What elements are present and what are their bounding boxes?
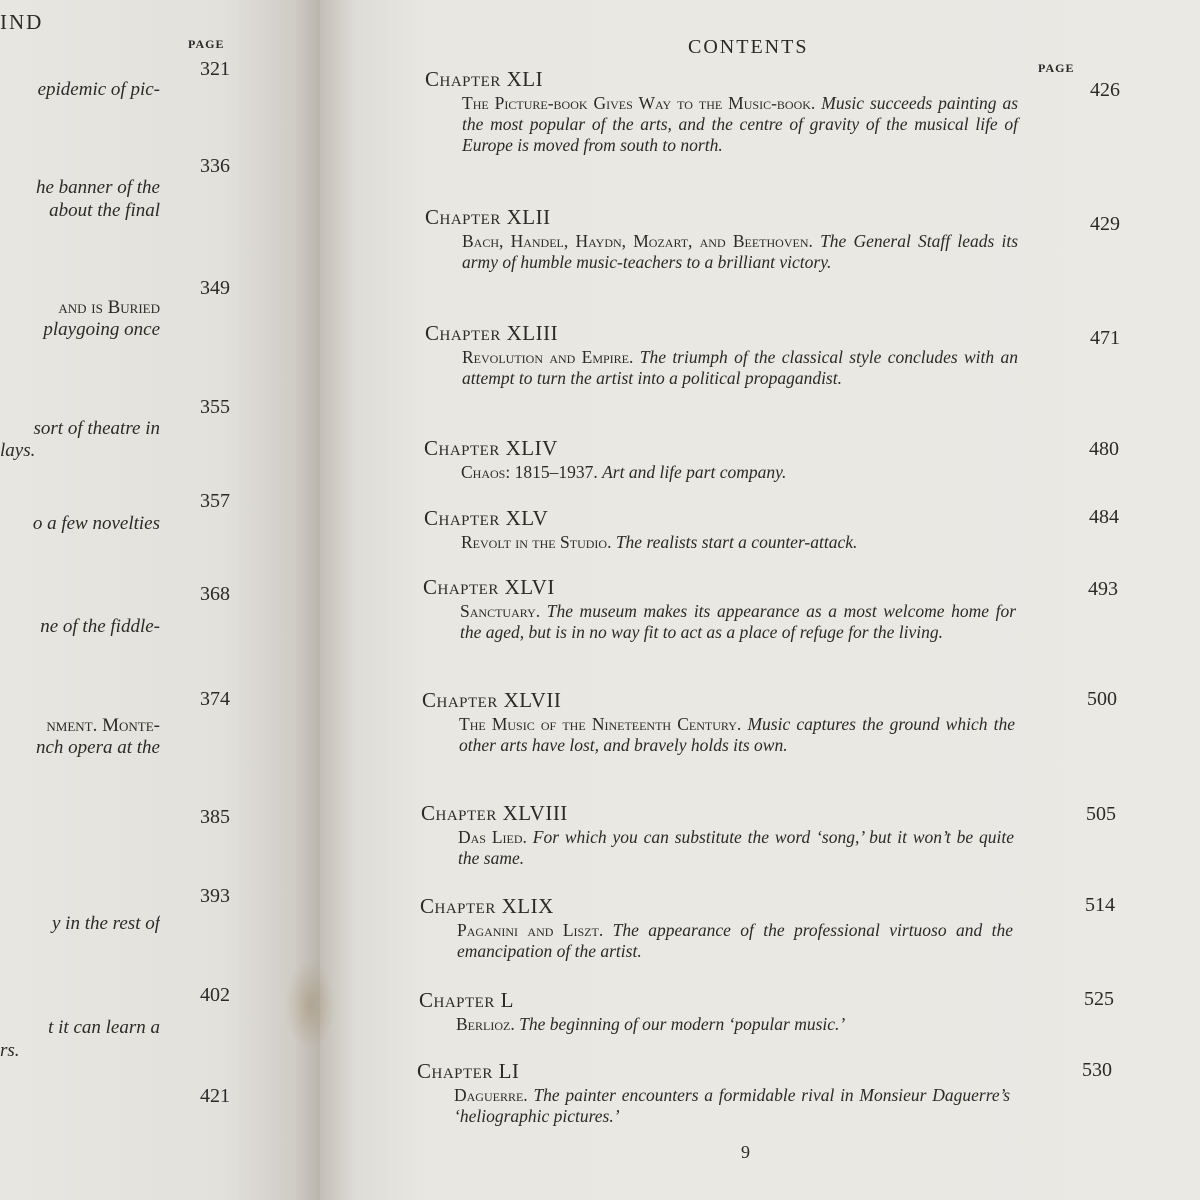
chapter-title: Das Lied.: [458, 827, 527, 847]
chapter-entry: [424, 504, 1119, 553]
left-entry-line: and is Buried: [58, 297, 160, 318]
chapter-summary: Art and life part company.: [602, 462, 787, 482]
chapter-heading: Chapter LI: [417, 1059, 520, 1083]
chapter-summary: Music captures the ground which the other arts have lost, and bravely holds its own.: [459, 714, 1015, 755]
chapter-entry: [417, 1057, 1112, 1127]
contents-title: CONTENTS: [688, 36, 809, 58]
left-entry-line: lays.: [0, 440, 36, 461]
left-entry-page: 421: [200, 1085, 230, 1107]
left-entry-page: 374: [200, 688, 230, 710]
left-entry-line: about the final: [49, 200, 160, 221]
chapter-description: [456, 1014, 1012, 1035]
chapter-summary: The General Staff leads its army of humble music-teachers to a brilliant victory.: [462, 231, 1019, 272]
chapter-title: Revolution and Empire.: [462, 347, 634, 367]
chapter-entry: [423, 573, 1118, 643]
chapter-entry: [424, 434, 1119, 483]
chapter-description: [458, 827, 1014, 869]
chapter-summary: The painter encounters a formidable rival in Monsieur Daguerre’s ‘heliographic pictures.’: [454, 1085, 1011, 1126]
left-entry-line: y in the rest of: [52, 913, 160, 934]
chapter-title: Revolt in the Studio.: [461, 532, 612, 552]
left-entry-page: 321: [200, 58, 230, 80]
left-entry-line: he banner of the: [35, 177, 160, 198]
left-entry-line: ne of the fiddle-: [40, 616, 160, 637]
chapter-page-number: 426: [1090, 79, 1120, 101]
left-entry-line: epidemic of pic-: [37, 79, 160, 100]
left-entry-line: nment. Monte-: [46, 715, 160, 736]
chapter-entry: [420, 892, 1115, 962]
chapter-entry: [419, 986, 1114, 1035]
chapter-description: [457, 920, 1013, 962]
chapter-entry: [422, 686, 1117, 756]
chapter-entry: [421, 799, 1116, 869]
chapter-title: Chaos: 1815–1937.: [461, 462, 598, 482]
chapter-summary: The realists start a counter-attack.: [615, 532, 858, 552]
chapter-heading: Chapter XLIII: [425, 321, 559, 345]
chapter-heading: Chapter XLII: [425, 205, 551, 229]
left-entry-line: t it can learn a: [48, 1017, 160, 1038]
chapter-heading: Chapter XLV: [424, 506, 549, 530]
left-entry-line: playgoing once: [43, 319, 160, 340]
chapter-page-number: 493: [1088, 578, 1118, 600]
chapter-summary: The appearance of the professional virtuoso and the emancipation of the artist.: [457, 920, 1014, 961]
page-stain: [285, 960, 335, 1050]
left-entry-page: 385: [200, 806, 230, 828]
chapter-page-number: 500: [1087, 688, 1117, 710]
chapter-entry: [425, 65, 1120, 156]
chapter-description: [462, 347, 1018, 389]
left-entry-line: rs.: [0, 1040, 20, 1061]
chapter-description: [459, 714, 1015, 756]
left-entry-line: o a few novelties: [32, 513, 160, 534]
chapter-entry: [425, 319, 1120, 389]
chapter-page-number: 480: [1089, 438, 1119, 460]
left-entry-line: sort of theatre in: [33, 418, 160, 439]
chapter-summary: For which you can substitute the word ‘song,’ but it won’t be quite the same.: [458, 827, 1014, 868]
chapter-summary: Music succeeds painting as the most popular of the arts, and the centre of gravity of the musical life of Europe is moved from south to north.: [462, 93, 1019, 155]
chapter-title: Daguerre.: [454, 1085, 528, 1105]
chapter-heading: Chapter XLIV: [424, 436, 558, 460]
chapter-page-number: 530: [1082, 1059, 1112, 1081]
left-entry-line: nch opera at the: [35, 737, 160, 758]
chapter-title: The Picture-book Gives Way to the Music-book.: [462, 93, 816, 113]
chapter-description: [461, 532, 1017, 553]
chapter-page-number: 429: [1090, 213, 1120, 235]
chapter-page-number: 514: [1085, 894, 1115, 916]
chapter-heading: Chapter XLIX: [420, 894, 554, 918]
chapter-summary: The museum makes its appearance as a most welcome home for the aged, but is in no way fit to act as a place of refuge for the living.: [460, 601, 1017, 642]
left-page-running-head: IND: [0, 10, 44, 34]
chapter-page-number: 525: [1084, 988, 1114, 1010]
left-entry-page: 393: [200, 885, 230, 907]
chapter-heading: Chapter XLVIII: [421, 801, 568, 825]
chapter-heading: Chapter XLVI: [423, 575, 555, 599]
left-entry-page: 349: [200, 277, 230, 299]
chapter-heading: Chapter XLI: [425, 67, 544, 91]
chapter-summary: The beginning of our modern ‘popular music.’: [519, 1014, 846, 1034]
left-entry-page: 368: [200, 583, 230, 605]
chapter-title: Sanctuary.: [460, 601, 541, 621]
chapter-heading: Chapter XLVII: [422, 688, 562, 712]
chapter-title: The Music of the Nineteenth Century.: [459, 714, 742, 734]
left-page: [0, 0, 320, 1200]
page-folio-number: 9: [741, 1142, 750, 1162]
left-entry-page: 336: [200, 155, 230, 177]
chapter-description: [462, 231, 1018, 273]
chapter-description: [461, 462, 1017, 483]
chapter-title: Bach, Handel, Haydn, Mozart, and Beethoven.: [462, 231, 813, 251]
chapter-heading: Chapter L: [419, 988, 514, 1012]
chapter-summary: The triumph of the classical style concludes with an attempt to turn the artist into a political propagandist.: [462, 347, 1018, 388]
left-page-page-label: PAGE: [188, 37, 225, 51]
chapter-page-number: 484: [1089, 506, 1119, 528]
chapter-description: [462, 93, 1018, 156]
chapter-description: [454, 1085, 1010, 1127]
chapter-title: Berlioz.: [456, 1014, 515, 1034]
chapter-page-number: 505: [1086, 803, 1116, 825]
left-entry-page: 402: [200, 984, 230, 1006]
chapter-page-number: 471: [1090, 327, 1120, 349]
chapter-title: Paganini and Liszt.: [457, 920, 604, 940]
chapter-description: [460, 601, 1016, 643]
left-entry-page: 357: [200, 490, 230, 512]
chapter-entry: [425, 203, 1120, 273]
left-entry-page: 355: [200, 396, 230, 418]
right-page-page-label: PAGE: [1038, 61, 1075, 75]
